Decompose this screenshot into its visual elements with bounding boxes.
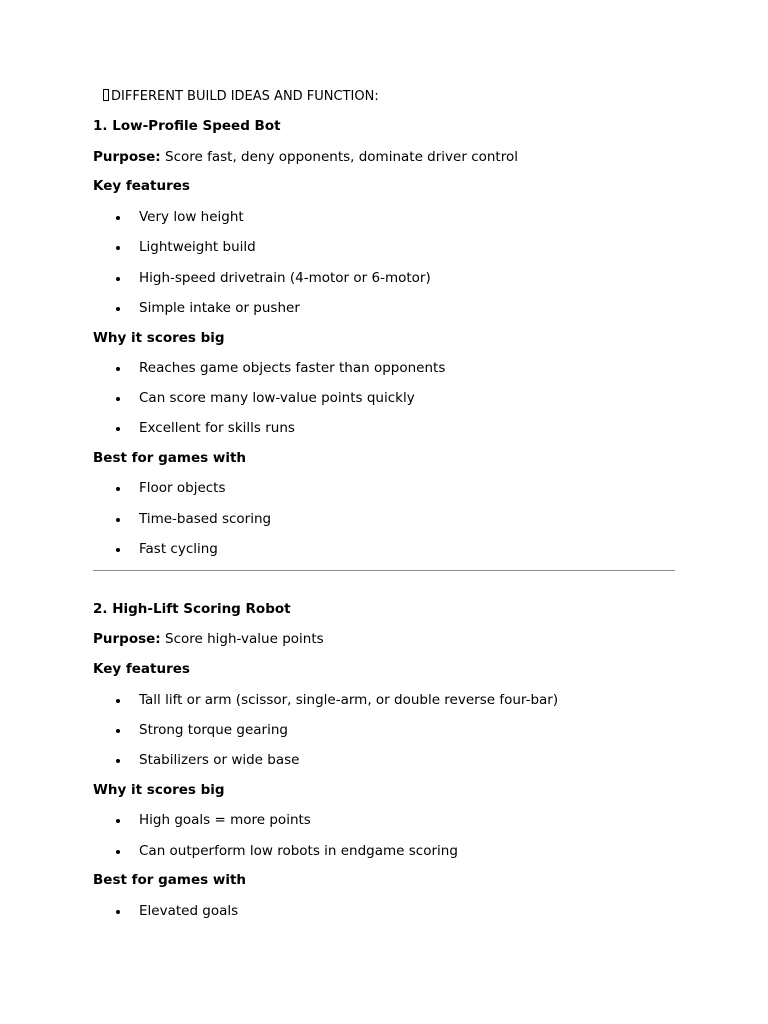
bullet-icon <box>116 699 120 703</box>
section-1-purpose-text: Score fast, deny opponents, dominate driver control <box>165 149 518 165</box>
bullet-icon <box>116 548 120 552</box>
bullet-icon <box>116 367 120 371</box>
section-1-key-features-heading: Key features <box>93 178 190 194</box>
bullet-icon <box>116 850 120 854</box>
bullet-icon <box>116 246 120 250</box>
section-1-best-heading: Best for games with <box>93 450 247 466</box>
section-1-why-heading: Why it scores big <box>93 330 225 346</box>
bullet-icon <box>116 307 120 311</box>
section-2-best-heading: Best for games with <box>93 872 247 888</box>
bullet-icon <box>116 487 120 491</box>
document-title-text: DIFFERENT BUILD IDEAS AND FUNCTION: <box>111 89 379 104</box>
bullet-icon <box>116 518 120 522</box>
bullet-icon <box>116 759 120 763</box>
bullet-icon <box>116 397 120 401</box>
bullet-icon <box>116 277 120 281</box>
missing-glyph-icon <box>103 89 109 101</box>
bullet-icon <box>116 819 120 823</box>
section-1-heading: 1. Low-Profile Speed Bot <box>93 118 281 134</box>
section-1-purpose <box>93 149 518 166</box>
section-2-purpose <box>93 631 324 648</box>
bullet-icon <box>116 910 120 914</box>
section-2-heading: 2. High-Lift Scoring Robot <box>93 601 291 617</box>
bullet-icon <box>116 216 120 220</box>
bullet-icon <box>116 729 120 733</box>
document-title <box>103 89 379 105</box>
section-2-purpose-label: Purpose: <box>93 631 161 647</box>
horizontal-divider <box>93 570 675 571</box>
document-page: DIFFERENT BUILD IDEAS AND FUNCTION: 1. Low-Profile Speed Bot Purpose: Score fast, deny opponents, dominate driver control Key features Very low height Lightweight build High-speed drivetrain (4-motor or 6-motor) Simple intake or pusher Why it scores big Reaches game objects faster than opponents Can score many low-value points quickly Excellent for skills runs Best for games with Floor objects Time-based scoring Fast cycling 2. High-Lift Scoring Robot Purpose: Score high-value points Key features Tall lift or arm (scissor, single-arm, or double reverse four-bar) Strong torque gearing Stabilizers or wide base Why it scores big High goals = more points Can outperform low robots in endgame scoring Best for games with Elevated goals <box>0 0 768 1024</box>
section-2-purpose-text: Score high-value points <box>165 631 324 647</box>
section-2-why-heading: Why it scores big <box>93 782 225 798</box>
bullet-icon <box>116 427 120 431</box>
section-1-purpose-label: Purpose: <box>93 149 161 165</box>
section-2-key-features-heading: Key features <box>93 661 190 677</box>
